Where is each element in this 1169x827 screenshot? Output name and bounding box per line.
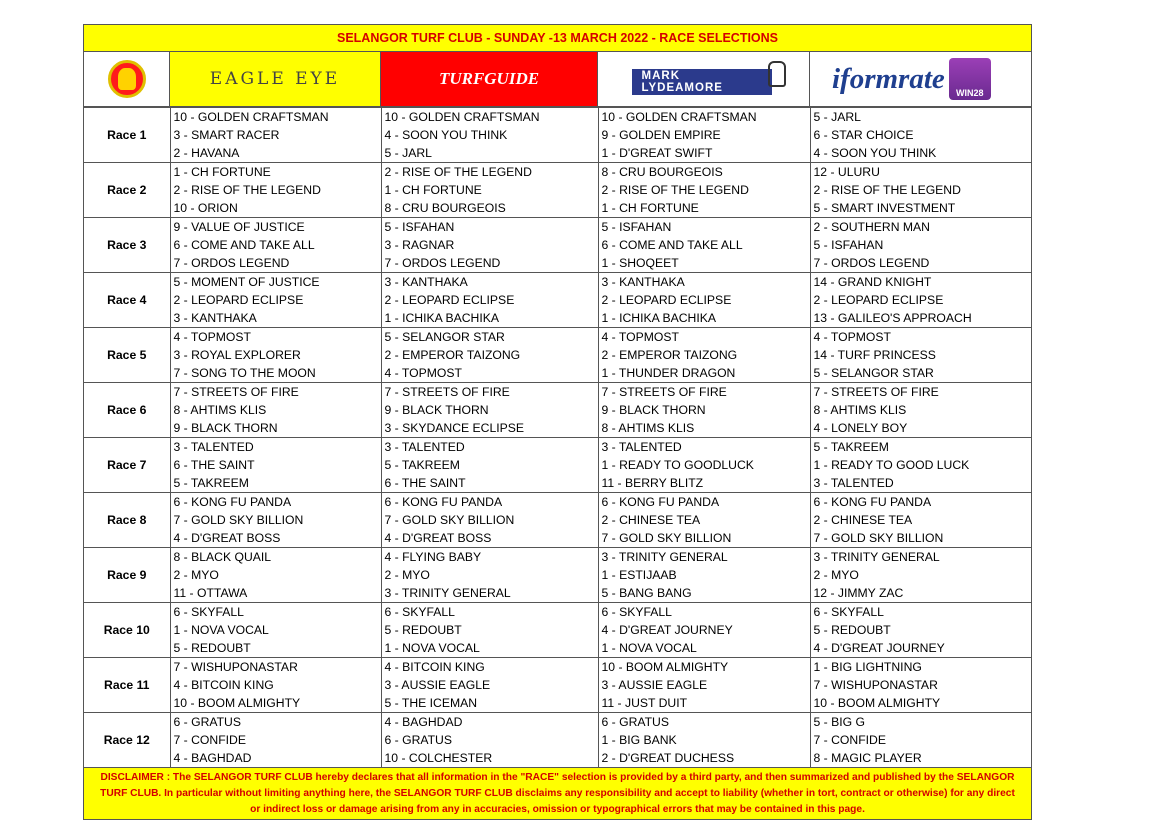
selection-cell: 3 - ROYAL EXPLORER bbox=[170, 346, 381, 364]
selection-cell: 1 - NOVA VOCAL bbox=[170, 621, 381, 639]
selection-cell: 4 - TOPMOST bbox=[170, 328, 381, 347]
selection-cell: 7 - ORDOS LEGEND bbox=[170, 254, 381, 273]
selection-cell: 2 - LEOPARD ECLIPSE bbox=[381, 291, 598, 309]
table-row bbox=[84, 511, 1031, 529]
selection-cell: 5 - REDOUBT bbox=[381, 621, 598, 639]
selection-cell: 10 - GOLDEN CRAFTSMAN bbox=[598, 108, 810, 127]
table-row bbox=[84, 639, 1031, 658]
race-label: Race 3 bbox=[84, 218, 170, 273]
table-row bbox=[84, 731, 1031, 749]
selection-cell: 4 - BITCOIN KING bbox=[170, 676, 381, 694]
table-row bbox=[84, 401, 1031, 419]
selection-cell: 6 - KONG FU PANDA bbox=[381, 493, 598, 512]
race-label: Race 7 bbox=[84, 438, 170, 493]
selection-cell: 6 - GRATUS bbox=[598, 713, 810, 732]
table-row bbox=[84, 676, 1031, 694]
selection-cell: 5 - JARL bbox=[810, 108, 1031, 127]
table-row bbox=[84, 713, 1031, 732]
selection-cell: 7 - GOLD SKY BILLION bbox=[598, 529, 810, 548]
selection-cell: 7 - WISHUPONASTAR bbox=[813, 678, 938, 692]
selection-cell: 7 - STREETS OF FIRE bbox=[381, 383, 598, 402]
selection-cell: 8 - CRU BOURGEOIS bbox=[381, 199, 598, 218]
selection-cell: 12 - JIMMY ZAC bbox=[813, 586, 904, 600]
selection-cell: 10 - BOOM ALMIGHTY bbox=[813, 696, 941, 710]
selection-cell: 6 - SKYFALL bbox=[381, 603, 598, 622]
selection-cell: 5 - REDOUBT bbox=[813, 623, 891, 637]
race-label: Race 1 bbox=[84, 108, 170, 163]
selection-cell: 2 - MYO bbox=[813, 568, 859, 582]
table-row bbox=[84, 126, 1031, 144]
page-title: SELANGOR TURF CLUB - SUNDAY -13 MARCH 2022 - RACE SELECTIONS bbox=[84, 25, 1031, 52]
selection-cell: 7 - STREETS OF FIRE bbox=[170, 383, 381, 402]
selection-cell: 5 - BANG BANG bbox=[598, 584, 810, 603]
selection-cell: 4 - BAGHDAD bbox=[381, 713, 598, 732]
race-selections-sheet bbox=[83, 24, 1032, 820]
selection-cell: 8 - BLACK QUAIL bbox=[170, 548, 381, 567]
selection-cell: 7 - GOLD SKY BILLION bbox=[813, 531, 944, 545]
selection-cell: 5 - ISFAHAN bbox=[813, 238, 884, 252]
selection-cell: 5 - JARL bbox=[381, 144, 598, 163]
selection-cell: 3 - TALENTED bbox=[170, 438, 381, 457]
table-row bbox=[84, 163, 1031, 182]
selection-cell: 3 - TALENTED bbox=[381, 438, 598, 457]
selection-cell: 2 - RISE OF THE LEGEND bbox=[170, 181, 381, 199]
table-row bbox=[84, 236, 1031, 254]
selection-cell: 6 - KONG FU PANDA bbox=[810, 493, 1031, 512]
selection-cell: 9 - BLACK THORN bbox=[170, 419, 381, 438]
selection-cell: 7 - CONFIDE bbox=[813, 733, 886, 747]
stc-logo-cell bbox=[84, 52, 170, 106]
table-row bbox=[84, 749, 1031, 767]
selection-cell: 7 - STREETS OF FIRE bbox=[598, 383, 810, 402]
table-row bbox=[84, 254, 1031, 273]
selection-cell: 14 - GRAND KNIGHT bbox=[810, 273, 1031, 292]
table-row bbox=[84, 144, 1031, 163]
selection-cell: 3 - AUSSIE EAGLE bbox=[598, 676, 810, 694]
eagle-eye-logo: EAGLE EYE bbox=[170, 52, 380, 106]
selection-cell: 4 - FLYING BABY bbox=[381, 548, 598, 567]
selection-cell: 2 - HAVANA bbox=[170, 144, 381, 163]
selection-cell: 13 - GALILEO'S APPROACH bbox=[813, 311, 972, 325]
selection-cell: 1 - READY TO GOOD LUCK bbox=[813, 458, 970, 472]
selection-cell: 9 - GOLDEN EMPIRE bbox=[598, 126, 810, 144]
selection-cell: 7 - SONG TO THE MOON bbox=[170, 364, 381, 383]
selection-cell: 5 - MOMENT OF JUSTICE bbox=[170, 273, 381, 292]
tipster-logo-row bbox=[84, 52, 1031, 107]
selection-cell: 11 - OTTAWA bbox=[170, 584, 381, 603]
selection-cell: 2 - EMPEROR TAIZONG bbox=[598, 346, 810, 364]
selection-cell: 10 - GOLDEN CRAFTSMAN bbox=[381, 108, 598, 127]
selection-cell: 12 - ULURU bbox=[810, 163, 1031, 182]
selection-cell: 2 - CHINESE TEA bbox=[813, 513, 913, 527]
table-row bbox=[84, 383, 1031, 402]
table-row bbox=[84, 621, 1031, 639]
race-label: Race 4 bbox=[84, 273, 170, 328]
mark-lydeamore-logo-cell bbox=[598, 52, 810, 106]
selection-cell: 6 - THE SAINT bbox=[170, 456, 381, 474]
selection-cell: 7 - GOLD SKY BILLION bbox=[170, 511, 381, 529]
selection-cell: 2 - MYO bbox=[381, 566, 598, 584]
race-label: Race 10 bbox=[84, 603, 170, 658]
selection-cell: 1 - BIG BANK bbox=[598, 731, 810, 749]
selection-cell: 5 - TAKREEM bbox=[810, 438, 1031, 457]
table-row bbox=[84, 584, 1031, 603]
selection-cell: 10 - ORION bbox=[170, 199, 381, 218]
table-row bbox=[84, 548, 1031, 567]
selection-cell: 6 - GRATUS bbox=[170, 713, 381, 732]
selection-cell: 7 - CONFIDE bbox=[170, 731, 381, 749]
selection-cell: 10 - COLCHESTER bbox=[381, 749, 598, 767]
selection-cell: 6 - COME AND TAKE ALL bbox=[598, 236, 810, 254]
selection-cell: 10 - BOOM ALMIGHTY bbox=[598, 658, 810, 677]
mark-lydeamore-logo bbox=[616, 59, 792, 99]
selection-cell: 2 - MYO bbox=[170, 566, 381, 584]
selection-cell: 5 - TAKREEM bbox=[381, 456, 598, 474]
selection-cell: 3 - TRINITY GENERAL bbox=[810, 548, 1031, 567]
table-row bbox=[84, 456, 1031, 474]
selection-cell: 4 - SOON YOU THINK bbox=[813, 146, 937, 160]
table-row bbox=[84, 328, 1031, 347]
selection-cell: 10 - BOOM ALMIGHTY bbox=[170, 694, 381, 713]
table-row bbox=[84, 694, 1031, 713]
selection-cell: 8 - AHTIMS KLIS bbox=[813, 403, 907, 417]
eagle-eye-logo-cell bbox=[170, 52, 381, 106]
selection-cell: 5 - THE ICEMAN bbox=[381, 694, 598, 713]
turfguide-logo: TURFGUIDE bbox=[381, 52, 597, 106]
iformrate-logo: iformrate bbox=[832, 62, 945, 95]
selection-cell: 4 - LONELY BOY bbox=[813, 421, 908, 435]
selection-cell: 11 - BERRY BLITZ bbox=[598, 474, 810, 493]
selection-cell: 5 - SELANGOR STAR bbox=[381, 328, 598, 347]
table-row bbox=[84, 529, 1031, 548]
selection-cell: 5 - BIG G bbox=[810, 713, 1031, 732]
selection-cell: 4 - D'GREAT BOSS bbox=[170, 529, 381, 548]
selection-cell: 4 - D'GREAT JOURNEY bbox=[813, 641, 945, 655]
table-row bbox=[84, 438, 1031, 457]
race-label: Race 2 bbox=[84, 163, 170, 218]
selection-cell: 6 - KONG FU PANDA bbox=[170, 493, 381, 512]
selection-cell: 3 - TALENTED bbox=[598, 438, 810, 457]
selection-cell: 2 - LEOPARD ECLIPSE bbox=[170, 291, 381, 309]
table-row bbox=[84, 346, 1031, 364]
selection-cell: 6 - GRATUS bbox=[381, 731, 598, 749]
selection-cell: 5 - SMART INVESTMENT bbox=[813, 201, 956, 215]
selection-cell: 1 - ICHIKA BACHIKA bbox=[598, 309, 810, 328]
selection-cell: 3 - RAGNAR bbox=[381, 236, 598, 254]
selection-cell: 7 - ORDOS LEGEND bbox=[381, 254, 598, 273]
selections-table bbox=[84, 107, 1031, 767]
selection-cell: 1 - ICHIKA BACHIKA bbox=[381, 309, 598, 328]
turfguide-logo-cell bbox=[381, 52, 598, 106]
selangor-turf-club-logo-icon bbox=[108, 60, 146, 98]
win28-horse-logo-icon bbox=[949, 58, 991, 100]
selection-cell: 8 - MAGIC PLAYER bbox=[813, 751, 922, 765]
selection-cell: 4 - D'GREAT BOSS bbox=[381, 529, 598, 548]
selection-cell: 6 - COME AND TAKE ALL bbox=[170, 236, 381, 254]
selection-cell: 4 - BAGHDAD bbox=[170, 749, 381, 767]
selection-cell: 4 - D'GREAT JOURNEY bbox=[598, 621, 810, 639]
selection-cell: 5 - REDOUBT bbox=[170, 639, 381, 658]
selection-cell: 5 - ISFAHAN bbox=[598, 218, 810, 237]
disclaimer: DISCLAIMER : The SELANGOR TURF CLUB hereby declares that all information in the "RACE" selection is provided by a third party, and then summarized and published by the SELANGOR TURF CLUB. In particular without limiting anything here, the SELANGOR TURF CLUB disclaims any responsibility and accept to liability (whether in tort, contract or otherwise) for any direct or indirect loss or damage arising from any in accuracies, omission or typographical errors that may be contained in this page. bbox=[84, 767, 1031, 819]
selection-cell: 3 - KANTHAKA bbox=[381, 273, 598, 292]
selection-cell: 7 - STREETS OF FIRE bbox=[810, 383, 1031, 402]
race-label: Race 12 bbox=[84, 713, 170, 768]
selections-table-body bbox=[84, 108, 1031, 768]
table-row bbox=[84, 364, 1031, 383]
selection-cell: 1 - NOVA VOCAL bbox=[598, 639, 810, 658]
table-row bbox=[84, 658, 1031, 677]
selection-cell: 11 - JUST DUIT bbox=[598, 694, 810, 713]
selection-cell: 2 - RISE OF THE LEGEND bbox=[381, 163, 598, 182]
selection-cell: 3 - SKYDANCE ECLIPSE bbox=[381, 419, 598, 438]
table-row bbox=[84, 218, 1031, 237]
selection-cell: 1 - ESTIJAAB bbox=[598, 566, 810, 584]
race-label: Race 8 bbox=[84, 493, 170, 548]
selection-cell: 9 - BLACK THORN bbox=[598, 401, 810, 419]
iformrate-logo-cell bbox=[810, 52, 1031, 106]
selection-cell: 2 - RISE OF THE LEGEND bbox=[813, 183, 961, 197]
table-row bbox=[84, 273, 1031, 292]
selection-cell: 4 - SOON YOU THINK bbox=[381, 126, 598, 144]
selection-cell: 6 - KONG FU PANDA bbox=[598, 493, 810, 512]
selection-cell: 5 - ISFAHAN bbox=[381, 218, 598, 237]
selection-cell: 3 - KANTHAKA bbox=[170, 309, 381, 328]
selection-cell: 2 - LEOPARD ECLIPSE bbox=[813, 293, 944, 307]
selection-cell: 1 - BIG LIGHTNING bbox=[810, 658, 1031, 677]
microphone-icon bbox=[768, 61, 786, 87]
selection-cell: 2 - LEOPARD ECLIPSE bbox=[598, 291, 810, 309]
selection-cell: 2 - SOUTHERN MAN bbox=[810, 218, 1031, 237]
selection-cell: 4 - TOPMOST bbox=[810, 328, 1031, 347]
selection-cell: 3 - TALENTED bbox=[813, 476, 894, 490]
selection-cell: 3 - KANTHAKA bbox=[598, 273, 810, 292]
table-row bbox=[84, 199, 1031, 218]
selection-cell: 4 - BITCOIN KING bbox=[381, 658, 598, 677]
selection-cell: 3 - SMART RACER bbox=[170, 126, 381, 144]
selection-cell: 7 - WISHUPONASTAR bbox=[170, 658, 381, 677]
table-row bbox=[84, 291, 1031, 309]
selection-cell: 6 - SKYFALL bbox=[170, 603, 381, 622]
selection-cell: 10 - GOLDEN CRAFTSMAN bbox=[170, 108, 381, 127]
selection-cell: 14 - TURF PRINCESS bbox=[813, 348, 936, 362]
selection-cell: 9 - BLACK THORN bbox=[381, 401, 598, 419]
race-label: Race 6 bbox=[84, 383, 170, 438]
selection-cell: 5 - SELANGOR STAR bbox=[813, 366, 934, 380]
selection-cell: 3 - AUSSIE EAGLE bbox=[381, 676, 598, 694]
table-row bbox=[84, 603, 1031, 622]
selection-cell: 3 - TRINITY GENERAL bbox=[381, 584, 598, 603]
mark-lydeamore-logo-line2: LYDEAMORE bbox=[641, 82, 723, 94]
selection-cell: 1 - NOVA VOCAL bbox=[381, 639, 598, 658]
selection-cell: 6 - SKYFALL bbox=[598, 603, 810, 622]
selection-cell: 6 - THE SAINT bbox=[381, 474, 598, 493]
selection-cell: 2 - EMPEROR TAIZONG bbox=[381, 346, 598, 364]
selection-cell: 2 - RISE OF THE LEGEND bbox=[598, 181, 810, 199]
race-label: Race 11 bbox=[84, 658, 170, 713]
race-label: Race 9 bbox=[84, 548, 170, 603]
selection-cell: 1 - CH FORTUNE bbox=[598, 199, 810, 218]
table-row bbox=[84, 309, 1031, 328]
selection-cell: 8 - AHTIMS KLIS bbox=[170, 401, 381, 419]
table-row bbox=[84, 566, 1031, 584]
selection-cell: 2 - CHINESE TEA bbox=[598, 511, 810, 529]
table-row bbox=[84, 419, 1031, 438]
selection-cell: 3 - TRINITY GENERAL bbox=[598, 548, 810, 567]
race-label: Race 5 bbox=[84, 328, 170, 383]
selection-cell: 5 - TAKREEM bbox=[170, 474, 381, 493]
table-row bbox=[84, 493, 1031, 512]
table-row bbox=[84, 181, 1031, 199]
selection-cell: 1 - READY TO GOODLUCK bbox=[598, 456, 810, 474]
selection-cell: 8 - AHTIMS KLIS bbox=[598, 419, 810, 438]
selection-cell: 6 - STAR CHOICE bbox=[813, 128, 914, 142]
selection-cell: 9 - VALUE OF JUSTICE bbox=[170, 218, 381, 237]
selection-cell: 1 - CH FORTUNE bbox=[381, 181, 598, 199]
selection-cell: 1 - THUNDER DRAGON bbox=[598, 364, 810, 383]
win28-label: WIN28 bbox=[956, 88, 984, 98]
selection-cell: 1 - CH FORTUNE bbox=[170, 163, 381, 182]
selection-cell: 7 - GOLD SKY BILLION bbox=[381, 511, 598, 529]
selection-cell: 6 - SKYFALL bbox=[810, 603, 1031, 622]
table-row bbox=[84, 474, 1031, 493]
selection-cell: 7 - ORDOS LEGEND bbox=[813, 256, 930, 270]
selection-cell: 2 - D'GREAT DUCHESS bbox=[598, 749, 810, 767]
selection-cell: 1 - D'GREAT SWIFT bbox=[598, 144, 810, 163]
table-row bbox=[84, 108, 1031, 127]
selection-cell: 4 - TOPMOST bbox=[381, 364, 598, 383]
selection-cell: 4 - TOPMOST bbox=[598, 328, 810, 347]
selection-cell: 8 - CRU BOURGEOIS bbox=[598, 163, 810, 182]
mark-lydeamore-logo-line1: MARK bbox=[641, 70, 680, 82]
selection-cell: 1 - SHOQEET bbox=[598, 254, 810, 273]
